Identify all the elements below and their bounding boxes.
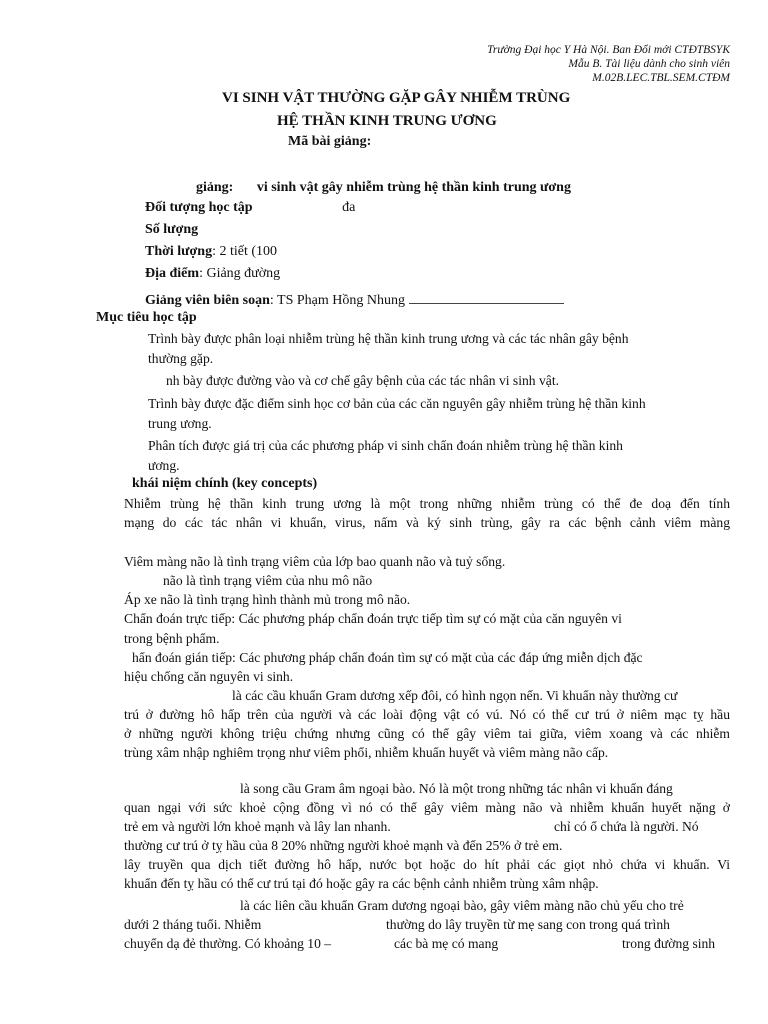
concept-intro-line1: Nhiễm trùng hệ thần kinh trung ương là một trong những nhiễm trùng có thể đe doạ đến tính xyxy=(124,496,730,511)
lecturer-label: Giảng viên biên soạn xyxy=(145,293,270,308)
location-label: Địa điểm xyxy=(145,266,200,281)
pathogen-1-line3: ở những người không triệu chứng nhưng cũng có thể gây viêm tai giữa, viêm xoang và các nhiễm xyxy=(124,726,730,741)
location-row xyxy=(145,266,280,282)
objective-4-line1: Phân tích được giá trị của các phương pháp vi sinh chẩn đoán nhiễm trùng hệ thần kinh xyxy=(148,438,623,453)
objective-2: nh bày được đường vào và cơ chế gây bệnh của các tác nhân vi sinh vật. xyxy=(166,373,559,388)
audience-label: Đối tượng học tập xyxy=(145,200,253,215)
objective-1-line1: Trình bày được phân loại nhiễm trùng hệ thần kinh trung ương và các tác nhân gây bệnh xyxy=(148,331,629,346)
pathogen-2-line1: là song cầu Gram âm ngoại bào. Nó là một trong những tác nhân vi khuẩn đáng xyxy=(240,781,673,796)
pathogen-3-line2a: dưới 2 tháng tuổi. Nhiễm xyxy=(124,917,262,932)
objective-3-line1: Trình bày được đặc điểm sinh học cơ bản của các căn nguyên gây nhiễm trùng hệ thần kinh xyxy=(148,396,646,411)
duration-label: Thời lượng xyxy=(145,244,213,259)
concepts-heading: khái niệm chính (key concepts) xyxy=(132,476,318,491)
concept-encephalitis: não là tình trạng viêm của nhu mô não xyxy=(163,573,373,588)
pathogen-3-line3c: trong đường sinh xyxy=(622,936,716,951)
objective-1-line2: thường gặp. xyxy=(148,351,214,366)
concept-intro-line2: mạng do các tác nhân vi khuẩn, virus, nấm và ký sinh trùng, gây ra các bệnh cảnh viêm màng xyxy=(124,515,730,530)
pathogen-3-line2b: thường do lây truyền từ mẹ sang con trong quá trình xyxy=(386,917,670,932)
concept-abscess: Áp xe não là tình trạng hình thành mủ trong mô não. xyxy=(124,592,411,607)
concept-direct-diagnosis-line1: Chẩn đoán trực tiếp: Các phương pháp chẩn đoán trực tiếp tìm sự có mặt của căn nguyên vi xyxy=(124,611,622,626)
concept-meningitis: Viêm màng não là tình trạng viêm của lớp bao quanh não và tuỷ sống. xyxy=(124,554,506,569)
pathogen-2-line3a: trẻ em và người lớn khoẻ mạnh và lây lan nhanh. xyxy=(124,819,391,834)
location-value: : Giảng đường xyxy=(199,266,281,281)
lecturer-value: : TS Phạm Hồng Nhung xyxy=(269,293,405,308)
lecture-name-row xyxy=(196,180,571,196)
doc-title-line2: HỆ THẦN KINH TRUNG ƯƠNG xyxy=(277,113,497,129)
lecture-name-label: giảng: xyxy=(196,180,234,195)
header-form-type: Mẫu B. Tài liệu dành cho sinh viên xyxy=(568,58,730,70)
lecture-code-label: Mã bài giảng: xyxy=(288,134,372,149)
lecture-name-value: vi sinh vật gây nhiễm trùng hệ thần kinh trung ương xyxy=(256,180,571,195)
doc-title-line1: VI SINH VẬT THƯỜNG GẶP GÂY NHIỄM TRÙNG xyxy=(222,90,571,106)
header-form-code: M.02B.LEC.TBL.SEM.CTĐM xyxy=(592,72,730,84)
duration-row xyxy=(145,244,277,260)
objective-4-line2: ương. xyxy=(148,458,180,473)
pathogen-2-line3b: chỉ có ổ chứa là người. Nó xyxy=(554,819,699,834)
pathogen-3-line3b: các bà mẹ có mang xyxy=(394,936,499,951)
objectives-heading: Mục tiêu học tập xyxy=(96,310,197,325)
concept-indirect-diagnosis-line2: hiệu chống căn nguyên vi sinh. xyxy=(124,669,294,684)
signature-line xyxy=(409,289,564,304)
pathogen-2-line6: khuẩn đến tỵ hầu có thể cư trú tại đó hoặc gây ra các bệnh cảnh nhiễm trùng xâm nhập. xyxy=(124,876,599,891)
objective-3-line2: trung ương. xyxy=(148,416,212,431)
duration-value: : 2 tiết (100 xyxy=(212,244,278,259)
pathogen-1-line4: trùng xâm nhập nghiêm trọng như viêm phổi, nhiễm khuẩn huyết và viêm màng não cấp. xyxy=(124,745,609,760)
concept-indirect-diagnosis-line1: hẩn đoán gián tiếp: Các phương pháp chẩn đoán tìm sự có mặt của các đáp ứng miễn dịch đặc xyxy=(132,650,643,665)
pathogen-1-line2: trú ở đường hô hấp trên của người và các loài động vật có vú. Nó có thể cư trú ở niêm mạc tỵ hầu xyxy=(124,707,730,722)
pathogen-2-line5: lây truyền qua dịch tiết đường hô hấp, nước bọt hoặc do hít phải các giọt nhỏ chứa vi khuẩn. Vi xyxy=(124,857,730,872)
concept-direct-diagnosis-line2: trong bệnh phẩm. xyxy=(124,631,220,646)
pathogen-3-line1: là các liên cầu khuẩn Gram dương ngoại bào, gây viêm màng não chủ yếu cho trẻ xyxy=(240,898,684,913)
audience-value: đa xyxy=(342,200,356,215)
pathogen-1-line1: là các cầu khuẩn Gram dương xếp đôi, có hình ngọn nến. Vi khuẩn này thường cư xyxy=(232,688,678,703)
header-institution: Trường Đại học Y Hà Nội. Ban Đổi mới CTĐTBSYK xyxy=(487,44,730,56)
pathogen-2-line2: quan ngại với sức khoẻ cộng đồng vì nó có thể gây viêm màng não và nhiễm khuẩn huyết nặng ở xyxy=(124,800,730,815)
audience-row xyxy=(145,200,355,216)
pathogen-3-line3a: chuyển dạ đẻ thường. Có khoảng 10 – xyxy=(124,936,332,951)
pathogen-2-line4: thường cư trú ở tỵ hầu của 8 20% những người khoẻ mạnh và đến 25% ở trẻ em. xyxy=(124,838,563,853)
lecturer-row xyxy=(145,289,564,309)
quantity-label: Số lượng xyxy=(145,222,199,237)
